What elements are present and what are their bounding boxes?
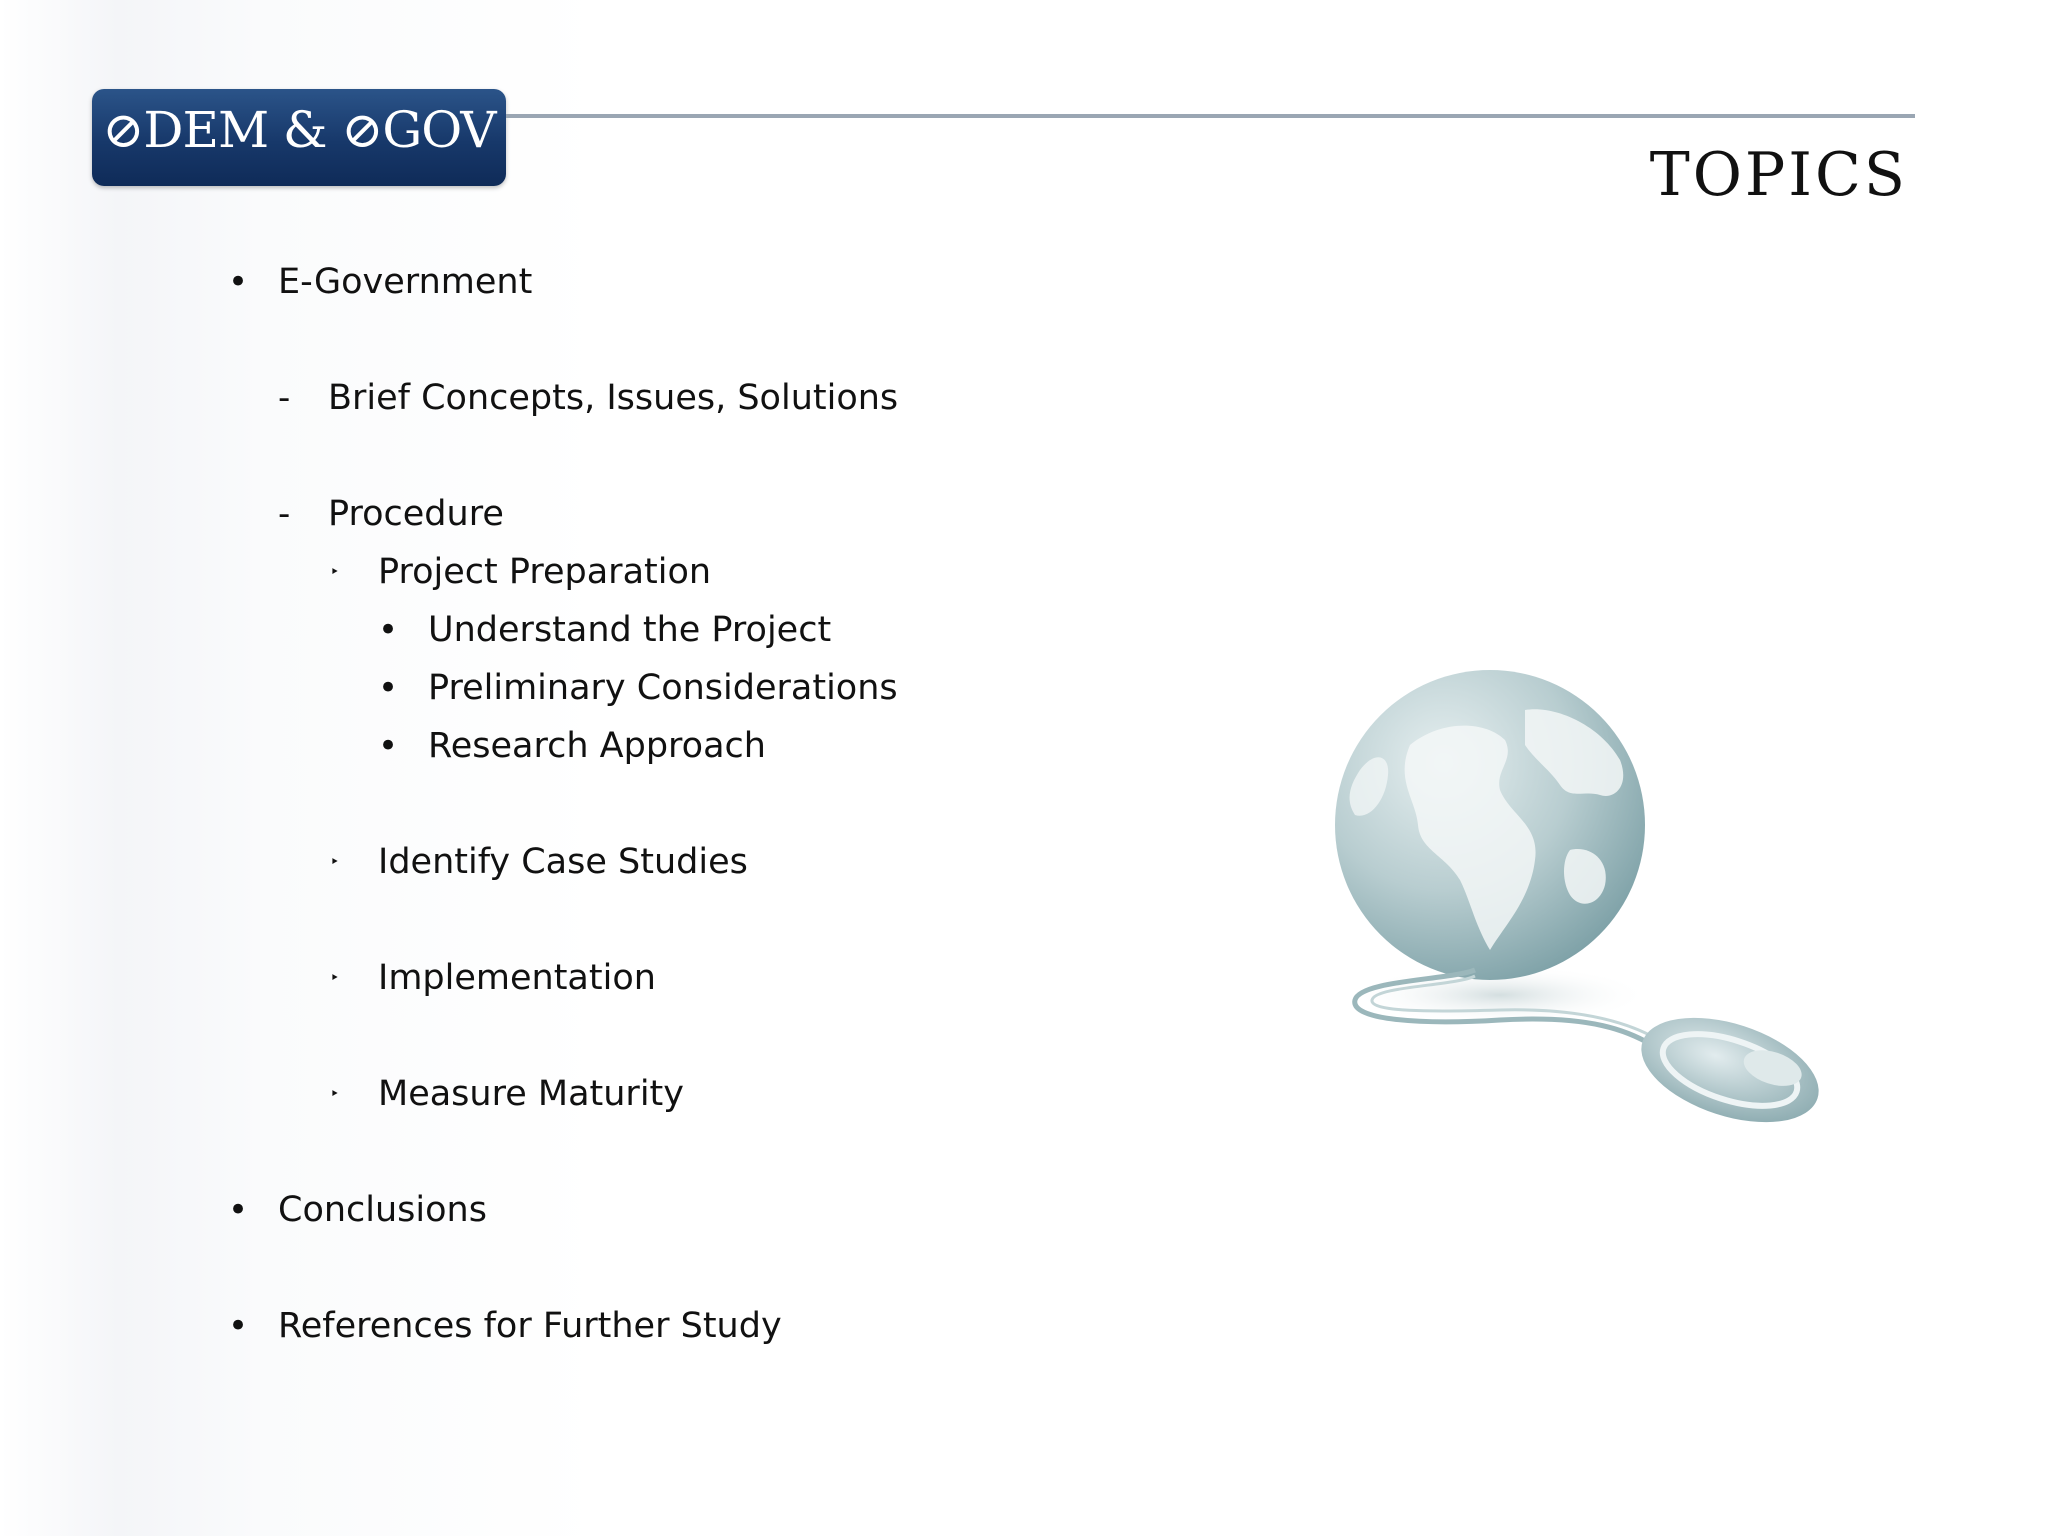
list-item: Research Approach — [428, 726, 766, 766]
list-item: E-Government — [278, 262, 533, 302]
dash-marker: - — [278, 494, 291, 534]
list-item: Measure Maturity — [378, 1074, 684, 1114]
bullet-marker: • — [378, 668, 399, 708]
list-item: References for Further Study — [278, 1306, 782, 1346]
arrow-marker: ‣ — [330, 968, 340, 987]
arrow-marker: ‣ — [330, 562, 340, 581]
list-item: Preliminary Considerations — [428, 668, 898, 708]
list-item: Procedure — [328, 494, 504, 534]
bullet-marker: • — [378, 610, 399, 650]
bullet-marker: • — [228, 1190, 249, 1230]
list-item: Understand the Project — [428, 610, 832, 650]
list-item: Project Preparation — [378, 552, 712, 592]
edem-egov-logo — [92, 89, 506, 186]
logo-text: ⊘DEM & ⊘GOV — [102, 101, 496, 159]
globe-with-mouse-icon — [1300, 650, 1840, 1170]
bullet-marker: • — [228, 262, 249, 302]
arrow-marker: ‣ — [330, 852, 340, 871]
bullet-marker: • — [228, 1306, 249, 1346]
slide-title: TOPICS — [1649, 140, 1908, 210]
list-item: Conclusions — [278, 1190, 487, 1230]
list-item: Implementation — [378, 958, 656, 998]
list-item: Brief Concepts, Issues, Solutions — [328, 378, 899, 418]
header-divider — [506, 114, 1915, 118]
list-item: Identify Case Studies — [378, 842, 748, 882]
dash-marker: - — [278, 378, 291, 418]
arrow-marker: ‣ — [330, 1084, 340, 1103]
bullet-marker: • — [378, 726, 399, 766]
